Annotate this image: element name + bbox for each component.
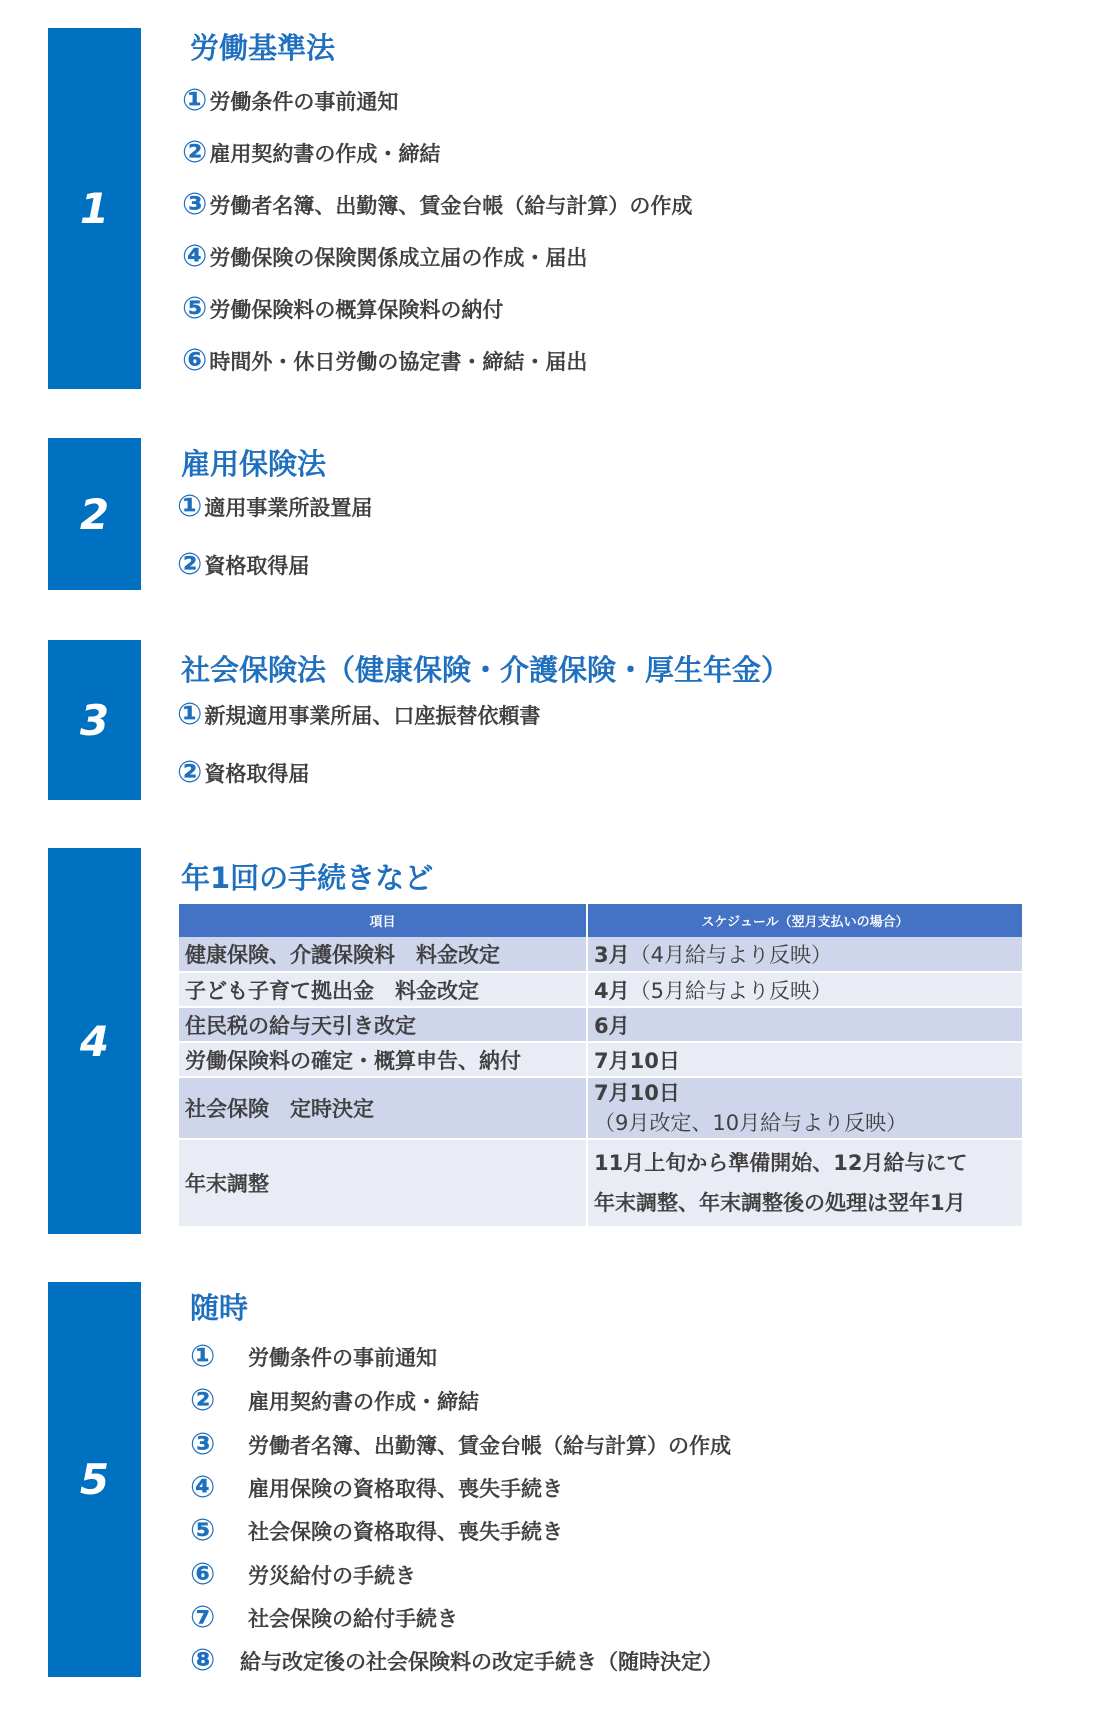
list-item-text: 労働保険料の概算保険料の納付 [209, 298, 504, 322]
number-marker: ④ [190, 1470, 216, 1505]
number-marker: ② [190, 1383, 216, 1418]
list-item-text: 労働保険の保険関係成立届の作成・届出 [209, 246, 588, 270]
section-heading: 社会保険法（健康保険・介護保険・厚生年金） [181, 653, 791, 687]
section-number-badge [48, 28, 141, 389]
schedule-value: 3月 [594, 943, 630, 967]
number-marker: ① [177, 697, 203, 732]
list-item [182, 83, 399, 118]
section-heading: 年1回の手続きなど [181, 861, 434, 895]
list-item [182, 239, 588, 274]
section-heading: 雇用保険法 [181, 447, 327, 481]
list-item [190, 1427, 731, 1462]
number-marker: ⑦ [190, 1600, 216, 1635]
section-number: 1 [79, 184, 110, 233]
list-item [182, 187, 693, 222]
table-row [179, 1042, 1023, 1077]
list-item [182, 135, 441, 170]
list-item-text: 社会保険の資格取得、喪失手続き [248, 1520, 563, 1544]
list-item-text: 労災給付の手続き [248, 1564, 416, 1588]
list-item [177, 755, 310, 790]
table-row [179, 972, 1023, 1007]
list-item [190, 1600, 458, 1635]
list-item-text: 雇用保険の資格取得、喪失手続き [248, 1477, 563, 1501]
table-row [179, 1007, 1023, 1042]
item-cell: 住民税の給与天引き改定 [179, 1007, 587, 1042]
table-row [179, 1077, 1023, 1139]
number-marker: ③ [190, 1427, 216, 1462]
list-item-text: 雇用契約書の作成・締結 [248, 1390, 479, 1414]
number-marker: ① [190, 1339, 216, 1374]
list-item-text: 適用事業所設置届 [204, 496, 373, 520]
schedule-value: 11月上旬から準備開始、12月給与にて [594, 1151, 968, 1175]
list-item [190, 1513, 563, 1548]
number-marker: ② [182, 135, 208, 170]
section-number-badge [48, 848, 141, 1234]
section-number: 3 [79, 695, 110, 745]
number-marker: ⑥ [182, 343, 208, 378]
schedule-cell [587, 1077, 1023, 1139]
number-marker: ⑥ [190, 1557, 216, 1592]
list-item [182, 291, 504, 326]
section-number-badge [48, 438, 141, 590]
list-item-text: 労働者名簿、出勤簿、賃金台帳（給与計算）の作成 [248, 1434, 731, 1458]
schedule-note: 年末調整、年末調整後の処理は翌年1月 [594, 1191, 966, 1215]
section-number: 4 [79, 1016, 110, 1066]
list-item [177, 547, 310, 582]
item-cell: 健康保険、介護保険料 料金改定 [179, 937, 587, 972]
number-marker: ⑧ [190, 1643, 216, 1678]
item-cell: 年末調整 [179, 1139, 587, 1227]
table-row [179, 937, 1023, 972]
list-item [190, 1470, 563, 1505]
list-item-text: 資格取得届 [204, 554, 310, 578]
number-marker: ① [177, 489, 203, 524]
section-heading: 労働基準法 [190, 31, 336, 65]
schedule-table [179, 904, 1024, 1228]
schedule-cell [587, 972, 1023, 1007]
list-item-text: 労働者名簿、出勤簿、賃金台帳（給与計算）の作成 [209, 194, 693, 218]
schedule-value: 7月10日 [594, 1081, 680, 1105]
section-number: 5 [79, 1455, 110, 1504]
list-item-text: 新規適用事業所届、口座振替依頼書 [204, 704, 541, 728]
schedule-value: 6月 [594, 1013, 630, 1038]
schedule-note: （9月改定、10月給与より反映） [594, 1111, 908, 1135]
number-marker: ② [177, 755, 203, 790]
list-item-text: 時間外・休日労働の協定書・締結・届出 [209, 350, 588, 374]
section-number-badge [48, 640, 141, 800]
section-number-badge [48, 1282, 141, 1677]
list-item-text: 資格取得届 [204, 762, 310, 786]
number-marker: ② [177, 547, 203, 582]
schedule-cell [587, 1139, 1023, 1227]
schedule-cell [587, 1042, 1023, 1077]
schedule-note: （5月給与より反映） [629, 978, 832, 1003]
table-header-row [179, 904, 1023, 937]
number-marker: ⑤ [182, 291, 208, 326]
schedule-value: 4月 [594, 978, 630, 1003]
list-item [190, 1339, 437, 1374]
table-row [179, 1139, 1023, 1227]
schedule-cell [587, 937, 1023, 972]
list-item [190, 1643, 723, 1678]
list-item-text: 給与改定後の社会保険料の改定手続き（随時決定） [240, 1650, 723, 1674]
column-header-schedule: スケジュール（翌月支払いの場合） [587, 904, 1023, 937]
schedule-cell [587, 1007, 1023, 1042]
number-marker: ⑤ [190, 1513, 216, 1548]
list-item [182, 343, 588, 378]
item-cell: 子ども子育て拠出金 料金改定 [179, 972, 587, 1007]
list-item-text: 労働条件の事前通知 [209, 90, 399, 114]
item-cell: 労働保険料の確定・概算申告、納付 [179, 1042, 587, 1077]
list-item-text: 社会保険の給付手続き [248, 1607, 458, 1631]
list-item [190, 1557, 416, 1592]
list-item [177, 489, 373, 524]
section-number: 2 [79, 489, 110, 539]
schedule-value: 7月10日 [594, 1048, 680, 1073]
list-item [177, 697, 541, 732]
number-marker: ① [182, 83, 208, 118]
list-item-text: 労働条件の事前通知 [248, 1346, 437, 1370]
number-marker: ③ [182, 187, 208, 222]
schedule-note: （4月給与より反映） [629, 943, 832, 967]
item-cell: 社会保険 定時決定 [179, 1077, 587, 1139]
list-item-text: 雇用契約書の作成・締結 [209, 142, 441, 166]
number-marker: ④ [182, 239, 208, 274]
section-heading: 随時 [190, 1291, 249, 1325]
column-header-item: 項目 [179, 904, 587, 937]
list-item [190, 1383, 479, 1418]
